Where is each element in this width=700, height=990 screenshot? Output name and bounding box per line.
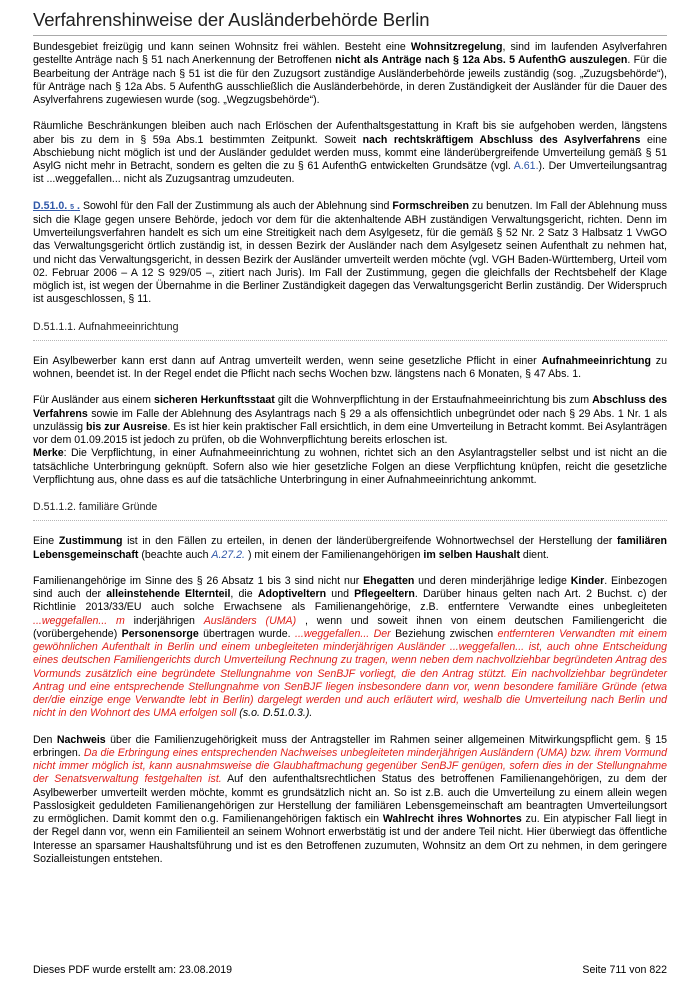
section-heading-aufnahmeeinrichtung: D.51.1.1. Aufnahmeeinrichtung [33,321,667,341]
link-a272[interactable]: A.27.2. [211,548,245,561]
section-marker-d510: D.51.0. 5 . [33,199,80,212]
document-body [33,41,667,866]
page-title: Verfahrenshinweise der Ausländerbehörde Berlin [33,9,430,30]
paragraph-familienangehoerige: Familienangehörige im Sinne des § 26 Absatz 1 bis 3 sind nicht nur Ehegatten und deren minderjährige ledige Kinder. Einbezogen sind auch der alleinstehende Elternteil, die Adoptiveltern und Pflegeeltern. Darüber hinaus gelten nach Art. 2 Buchst. c) der Richtlinie 2013/33/EU auch solche Erwachsene als Familienangehörige, z.B. entfernterе Verwandte eines unbegleiteten ...weggefallen... m inderjährigen Ausländers (UMA) , wenn und soweit ihnen von einem deutschen Familiengericht die (vorübergehende) Personensorge übertragen wurde. ...weggefallen... Der Beziehung zwischen entfernteren Verwandten mit einem gewöhnlichen Aufenthalt in Berlin und einem unbegleiteten minderjährigen Ausländer ...weggefallen... ist, auch ohne Entscheidung eines deutschen Familiengerichts durch Umverteilung Rechnung zu tragen, wenn neben dem nachvollziehbar begründeten Antrag des Vormunds zusätzlich eine begründete Stellungnahme von SenBJF vorliegt, die den Antrag stützt. Ein nachvollziehbar begründeter Antrag und eine entsprechende Stellungnahme von SenBJF liegen insbesondere dann vor, wenn besondere familiäre Gründe (etwa der/die einzige enge Verwandte lebt in Berlin) dargelegt werden und auch erläutert wird, weshalb die Umverteilung nach Berlin und nicht in den Wohnort des UMA erfolgen soll (s.o. D.51.0.3.). [33,574,668,720]
page-footer [33,964,667,976]
paragraph-aufnahmeeinrichtung: Ein Asylbewerber kann erst dann auf Antrag umverteilt werden, wenn seine gesetzliche Pflicht in einer Aufnahmeeinrichtung zu wohnen, beendet ist. In der Regel endet die Pflicht nach sechs Wochen bzw. längstens nach 6 Monaten, § 47 Abs. 1. [33,354,667,380]
paragraph-zustimmung: Eine Zustimmung ist in den Fällen zu erteilen, in denen der länderübergreifende Wohnortwechsel der Herstellung der familiären Lebensgemeinschaft (beachte auch A.27.2. ) mit einem der Familienangehörigen im selben Haushalt dient. [33,535,668,561]
paragraph-wohnsitzregelung: Bundesgebiet freizügig und kann seinen Wohnsitz frei wählen. Besteht eine Wohnsitzregelung, sind im laufenden Asylverfahren gestellte Anträge nach § 51 nach Anerkennung der Betroffenen nicht als Anträge nach § 12a Abs. 5 AufenthG auszulegen. Für die Bearbeitung der Anträge nach § 51 ist die für den Zuzugsort zuständige Ausländerbehörde jeweils zuständig (sog. „Zuzugsbehörde“), für Anträge nach § 12a Abs. 5 AufenthG ausschließlich die Ausländerbehörde, in deren Zuständigkeit der Ausländer für die Dauer des Asylverfahrens zugewiesen wurde (sog. „Wegzugsbehörde“). [33,41,667,106]
paragraph-raeumliche-beschraenkungen: Räumliche Beschränkungen bleiben auch nach Erlöschen der Aufenthaltsgestattung in Kraft bis sie aufgehoben werden, längstens aber bis zu dem in § 59a Abs.1 bestimmten Zeitpunkt. Soweit nach rechtskräftigem Abschluss des Asylverfahrens eine Abschiebung nicht möglich ist und der Ausländer geduldet werden muss, kommt eine länderübergreifende Umverteilung gemäß § 51 AsylG nicht mehr in Betracht, sondern es gelten die zu § 61 AufenthG entwickelten Grundsätze (vgl. A.61.). Der Umverteilungsantrag ist ...weggefallen... nicht als Zuzugsantrag umzudeuten. [33,120,667,186]
section-heading-familiaere-gruende: D.51.1.2. familiäre Gründe [33,501,667,521]
title-divider [33,35,667,36]
paragraph-sicherer-herkunftsstaat: Für Ausländer aus einem sicheren Herkunftsstaat gilt die Wohnverpflichtung in der Erstaufnahmeeinrichtung bis zum Abschluss des Verfahrens sowie im Falle der Ablehnung des Asylantrags nach § 29 a als offensichtlich unbegründet oder nach § 29 Abs. 1 Nr. 1 als unzulässig bis zur Ausreise. Es ist hier kein praktischer Fall ersichtlich, in dem eine Umverteilung in Betracht kommt. Bei Asylanträgen vor dem 01.09.2015 ist jedoch zu prüfen, ob die Wohnverpflichtung bereits erloschen ist. Merke: Die Verpflichtung, in einer Aufnahmeeinrichtung zu wohnen, richtet sich an den Asylantragsteller selbst und ist nicht an die tatsächliche Unterbringung geknüpft. Sofern also wie hier gesetzliche Folgen an diese Verpflichtung knüpfen, reicht die gesetzliche Verpflichtung aus, ohne dass es auf die tatsächliche Unterbringung in einer Aufnahmeeinrichtung ankommt. [33,394,668,486]
paragraph-formschreiben: D.51.0. 5 . Sowohl für den Fall der Zustimmung als auch der Ablehnung sind Formschreiben zu benutzen. Im Fall der Ablehnung muss sich die Klage gegen unsere Behörde, jedoch vor dem für die aktenhaltende ABH zuständigen Verwaltungsgericht, richten. Denn im Umverteilungsverfahren handelt es sich um eine Streitigkeit nach dem Asylgesetz, für die gemäß § 52 Nr. 2 Satz 3 Halbsatz 1 VwGO das Verwaltungsgericht örtlich zuständig ist, in dessen Bezirk der Ausländer nach dem Asylgesetz seinen Aufenthalt zu nehmen hat, und nicht das Verwaltungsgericht, in dessen Bezirk der Ausländer umverteilt werden möchte (vgl. VGH Baden-Württemberg, Urteil vom 02. Februar 2006 – A 12 S 929/05 –, zitiert nach Juris). Im Fall der Zustimmung, gegen die gleichfalls der Rechtsbehelf der Klage möglich ist, ist wegen der Übernahme in die Berliner Zuständigkeit dagegen das Verwaltungsgericht Berlin zuständig. Der Widerspruch ist ausgeschlossen, § 11. [33,199,668,306]
paragraph-nachweis: Den Nachweis über die Familienzugehörigkeit muss der Antragsteller im Rahmen seiner allgemeinen Mitwirkungspflicht gem. § 15 erbringen. Da die Erbringung eines entsprechenden Nachweises unbegleiteten minderjährigen Ausländern (UMA) bzw. ihrem Vormund nicht immer möglich ist, kann ausnahmsweise die Glaubhaftmachung gegenüber SenBJF genügen, sofern dies in der Stellungnahme der Senatsverwaltung festgehalten ist. Auf den aufenthaltsrechtlichen Status des betroffenen Familienangehörigen, zu dem der Asylbewerber umverteilt werden möchte, kommt es grundsätzlich nicht an. So ist z.B. auch die Umverteilung zu einem allein wegen Passlosigkeit geduldeten Familienangehörigen zur Herstellung der familiären Lebensgemeinschaft am beantragten Umverteilungsort zu ermöglichen. Damit kommt den o.g. Familienangehörigen faktisch ein Wahlrecht ihres Wohnortes zu. Ein atypischer Fall liegt in der Regel dann vor, wenn ein Familienteil an seinem Wohnort erwerbstätig ist und der andere Teil nicht. Hier überwiegt das öffentliche Interesse an sparsamer Haushaltsführung und ist es den Betroffenen zuzumuten, Wohnsitz an dem Ort zu nehmen, in dem geringere Sozialleistungen entstehen. [33,733,668,865]
footer-page-number: Seite 711 von 822 [582,964,667,976]
link-a61[interactable]: A.61. [513,160,539,172]
footer-created-date: Dieses PDF wurde erstellt am: 23.08.2019 [33,964,233,976]
